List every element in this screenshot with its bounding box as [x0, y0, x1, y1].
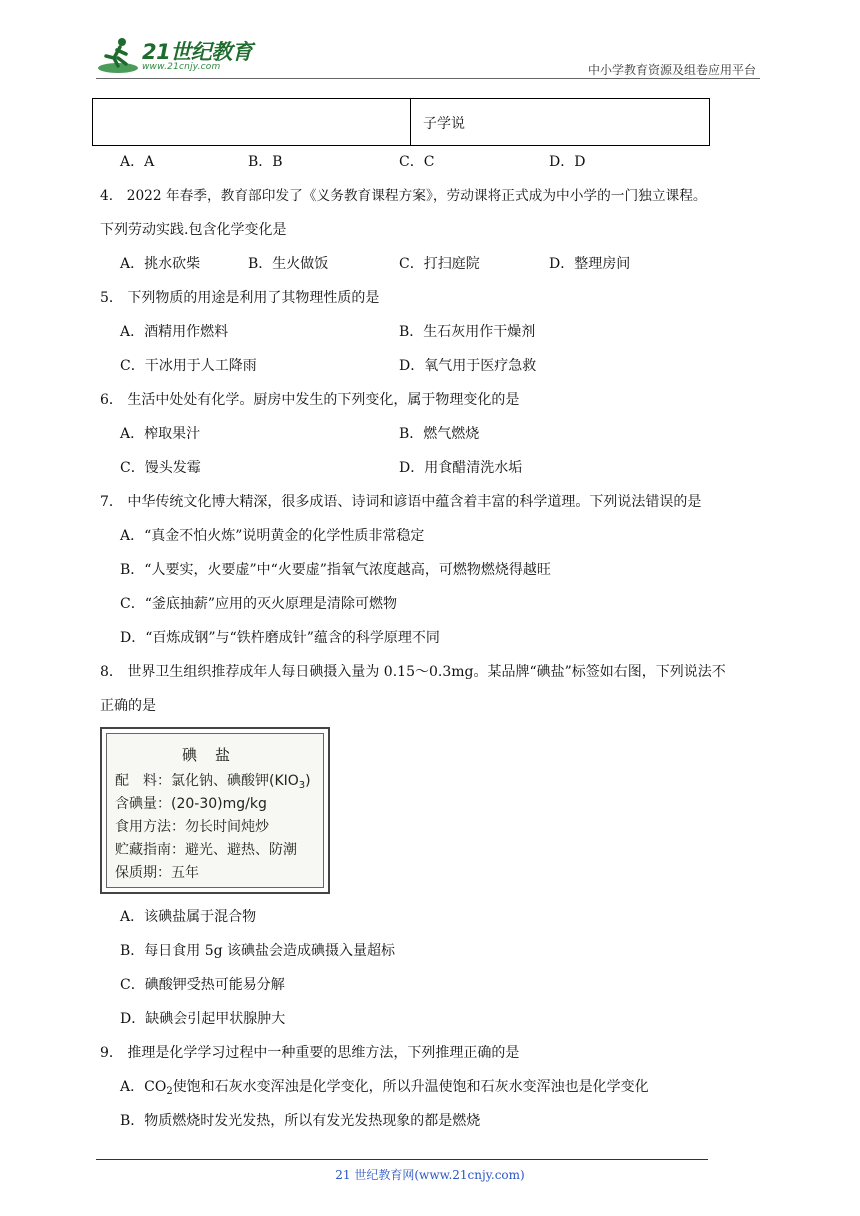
q7-option-c: C．“釜底抽薪”应用的灭火原理是清除可燃物: [120, 596, 398, 612]
q5-stem: 5． 下列物质的用途是利用了其物理性质的是: [100, 290, 380, 306]
q6-option-d: D．用食醋清洗水垢: [399, 460, 523, 476]
table-cell: 子学说: [423, 116, 465, 132]
label-shelf-life: 保质期：五年: [115, 865, 199, 881]
runner-logo-icon: [96, 34, 140, 78]
q4-stem-line1: 4． 2022 年春季，教育部印发了《义务教育课程方案》，劳动课将正式成为中小学的一门独立课程。: [100, 188, 707, 204]
q4-option-a: A．挑水砍柴: [120, 256, 201, 272]
q6-option-c: C．馒头发霉: [120, 460, 201, 476]
q3-option-c: C．C: [399, 154, 435, 170]
label-ingredients: [115, 770, 311, 791]
q5-option-a: A．酒精用作燃料: [120, 324, 229, 340]
q8-stem-line1: 8． 世界卫生组织推荐成年人每日碘摄入量为 0.15～0.3mg。某品牌“碘盐”标签如右图，下列说法不: [100, 664, 726, 680]
q6-option-a: A．榨取果汁: [120, 426, 201, 442]
q7-option-b: B．“人要实，火要虚”中“火要虚”指氧气浓度越高，可燃物燃烧得越旺: [120, 562, 551, 578]
iodized-salt-label-image: [100, 727, 330, 894]
q7-option-d: D．“百炼成钢”与“铁杵磨成针”蕴含的科学原理不同: [120, 630, 440, 646]
q9-option-a-subscript: 2: [166, 1086, 173, 1097]
q4-option-c: C．打扫庭院: [399, 256, 480, 272]
q7-stem: 7． 中华传统文化博大精深，很多成语、诗词和谚语中蕴含着丰富的科学道理。下列说法错误的是: [100, 494, 702, 510]
q9-option-a-text: 使饱和石灰水变浑浊是化学变化，所以升温使饱和石灰水变浑浊也是化学变化: [172, 1079, 649, 1095]
q4-option-b: B．生火做饭: [248, 256, 329, 272]
header-divider: [96, 78, 760, 79]
label-title: 碘盐: [181, 746, 248, 764]
label-ingredients-subscript: 3: [298, 780, 306, 791]
q8-option-b: B．每日食用 5g 该碘盐会造成碘摄入量超标: [120, 943, 396, 959]
label-ingredients-text: 配 料：氯化钠、碘酸钾(KIO: [115, 773, 299, 789]
footer-divider: [96, 1159, 708, 1160]
q6-stem: 6． 生活中处处有化学。厨房中发生的下列变化，属于物理变化的是: [100, 392, 520, 408]
q9-option-b: B．物质燃烧时发光发热，所以有发光发热现象的都是燃烧: [120, 1113, 481, 1129]
footer-link[interactable]: 21 世纪教育网(www.21cnjy.com): [335, 1168, 525, 1182]
label-ingredients-end: ): [305, 773, 311, 789]
q9-option-a: [120, 1078, 649, 1101]
logo-url: www.21cnjy.com: [142, 62, 221, 72]
q9-option-a-prefix: A．CO: [120, 1079, 167, 1095]
q7-option-a: A．“真金不怕火炼”说明黄金的化学性质非常稳定: [120, 528, 425, 544]
header-platform-text: 中小学教育资源及组卷应用平台: [587, 63, 756, 77]
q6-option-b: B．燃气燃烧: [399, 426, 480, 442]
q4-stem-line2: 下列劳动实践.包含化学变化是: [100, 222, 287, 238]
q3-option-a: A．A: [120, 154, 155, 170]
q8-option-c: C．碘酸钾受热可能易分解: [120, 977, 285, 993]
answer-table: [92, 98, 710, 146]
q8-option-a: A．该碘盐属于混合物: [120, 909, 257, 925]
q5-option-d: D．氧气用于医疗急救: [399, 358, 537, 374]
q4-option-d: D．整理房间: [549, 256, 631, 272]
label-usage: 食用方法：勿长时间炖炒: [115, 819, 269, 835]
q3-option-d: D．D: [549, 154, 586, 170]
site-logo: [96, 34, 256, 78]
q5-option-b: B．生石灰用作干燥剂: [399, 324, 536, 340]
q8-option-d: D．缺碘会引起甲状腺肿大: [120, 1011, 286, 1027]
q8-stem-line2: 正确的是: [100, 698, 156, 714]
label-inner-frame: [106, 733, 324, 888]
q5-option-c: C．干冰用于人工降雨: [120, 358, 257, 374]
q3-option-b: B．B: [248, 154, 283, 170]
label-iodine-content: 含碘量：(20-30)mg/kg: [115, 796, 267, 812]
label-storage: 贮藏指南：避光、避热、防潮: [115, 842, 297, 858]
logo-text: 21世纪教育: [142, 40, 253, 64]
table-column-divider: [410, 99, 411, 145]
q9-stem: 9． 推理是化学学习过程中一种重要的思维方法，下列推理正确的是: [100, 1045, 520, 1061]
